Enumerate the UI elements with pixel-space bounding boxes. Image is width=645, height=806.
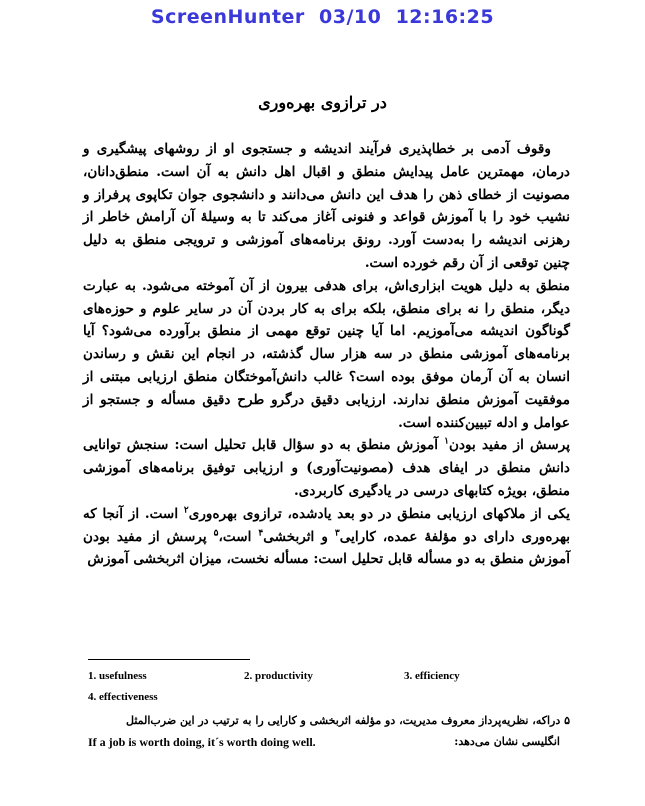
screenhunter-banner: ScreenHunter 03/10 12:16:25 bbox=[150, 6, 495, 28]
paragraph-3-rest: آموزش منطق به دو سؤال قابل تحلیل است: سنجش توانایی دانش منطق در ایفای هدف (مصونیت‌آوری) و ارزیابی توفیق برنامه‌های آموزشی منطق، بویژه کتابهای درسی در یادگیری کاربردی. bbox=[83, 437, 570, 499]
article-body bbox=[83, 138, 570, 571]
footnote-ref-3: ۳ bbox=[334, 528, 340, 539]
footnote-separator bbox=[88, 659, 250, 660]
paragraph-3-start: پرسش از مفید بودن bbox=[449, 437, 570, 454]
paragraph-3 bbox=[83, 434, 570, 502]
paragraph-4-part-2: است. از آنجا که بهره‌وری دارای دو مؤلفهٔ عمده، کارایی bbox=[83, 505, 570, 545]
footnote-1: 1. usefulness bbox=[88, 670, 147, 682]
footnote-2: 2. productivity bbox=[244, 670, 313, 682]
footnote-3: 3. efficiency bbox=[404, 670, 460, 682]
footnote-5-tail: انگلیسی نشان می‌دهد: bbox=[454, 735, 560, 748]
paragraph-4-part-1: یکی از ملاکهای ارزیابی منطق در دو بعد یادشده، ترازوی بهره‌وری bbox=[188, 505, 571, 522]
paragraph-2: منطق به دلیل هویت ابزاری‌اش، برای هدفی بیرون از آن آموخته می‌شود. به عبارت دیگر، منطق را نه برای منطق، بلکه برای به کار بردن آن در سایر علوم و حوزه‌های گوناگون اندیشه می‌آموزیم. اما آیا چنین توقع مهمی از منطق برآورده می‌شود؟ آیا برنامه‌های آموزشی منطق در سه هزار سال گذشته، در انجام این نقش و رساندن انسان به آن آرمان موفق بوده است؟ غالب دانش‌آموختگان منطق ارزیابی مبتنی از موفقیت آموزش منطق ندارند. ارزیابی دقیق درگرو طرح دقیق مسأله و جستجو از عوامل و ادله تبیین‌کننده است. bbox=[83, 277, 570, 431]
paragraph-1: وقوف آدمی بر خطاپذیری فرآیند اندیشه و جستجوی او از روشهای پیشگیری و درمان، مهمترین عامل پیدایش منطق و اقبال اهل دانش به آن است. منطق‌دانان، مصونیت از خطای ذهن را هدف این دانش می‌دانند و دانشجوی جوان تکاپوی پرفراز و نشیب خود را با آموزش قواعد و فنونی آغاز می‌کند تا به وسیلهٔ آن آرامش خاطر از رهزنی اندیشه را به‌دست آورد. رونق برنامه‌های آموزشی و ترویجی منطق به دلیل چنین توقعی از آن رقم خورده است. bbox=[83, 141, 570, 271]
paragraph-4-part-4: است، bbox=[218, 528, 259, 545]
footnote-5: ۵ دراکه، نظریه‌پرداز معروف مدیریت، دو مؤلفه اثربخشی و کارایی را به ترتیب در این ضرب‌المثل bbox=[126, 714, 570, 727]
footnote-4: 4. effectiveness bbox=[88, 691, 158, 703]
footnote-ref-1: ۱ bbox=[444, 436, 449, 447]
footnote-ref-4: ۴ bbox=[258, 528, 264, 539]
footnote-ref-5: ۵ bbox=[213, 528, 219, 539]
article-title: در ترازوی بهره‌وری bbox=[258, 93, 387, 112]
paragraph-4-part-5: پرسش از مفید بودن آموزش منطق به دو مسأله قابل تحلیل است: مسأله نخست، میزان اثربخشی آموزش bbox=[83, 528, 570, 568]
footnote-ref-2: ۲ bbox=[183, 505, 189, 516]
paragraph-4-part-3: و اثربخشی bbox=[263, 528, 335, 545]
paragraph-4 bbox=[83, 503, 570, 571]
footnote-5-english-proverb: If a job is worth doing, it´s worth doing well. bbox=[88, 735, 316, 749]
